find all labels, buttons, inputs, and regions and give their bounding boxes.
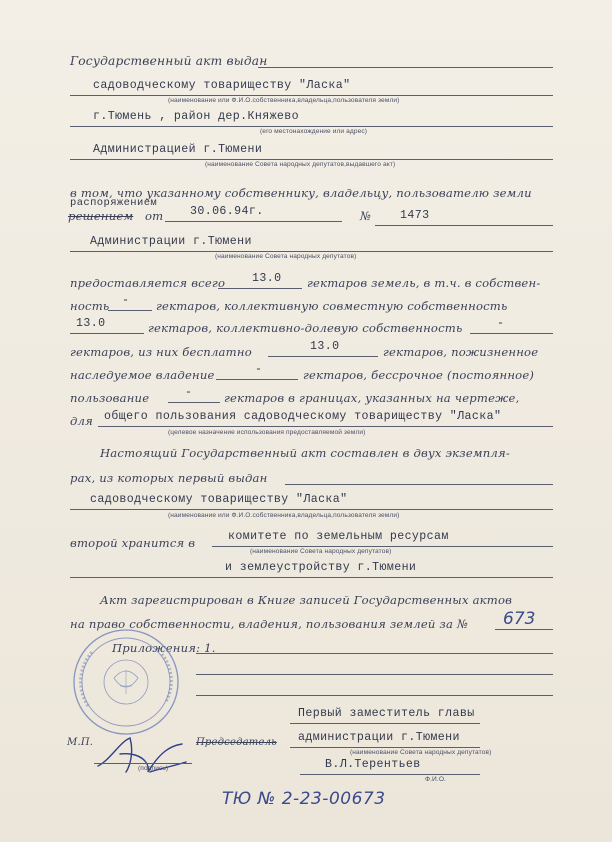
underline bbox=[70, 95, 553, 96]
underline bbox=[300, 774, 480, 775]
underline bbox=[98, 426, 553, 427]
underline bbox=[70, 577, 553, 578]
act-title: Государственный акт выдан bbox=[70, 54, 268, 68]
registration-number: 673 bbox=[503, 609, 536, 629]
underline bbox=[258, 67, 553, 68]
underline bbox=[196, 674, 553, 675]
registration-line-2: на право собственности, владения, пользования землей за № bbox=[70, 617, 469, 631]
underline bbox=[290, 723, 480, 724]
registry-number: ТЮ № 2-23-00673 bbox=[222, 789, 386, 809]
land-line-4b: гектаров, пожизненное bbox=[383, 345, 539, 359]
issuer-value: Администрацией г.Тюмени bbox=[93, 143, 263, 156]
land-line-6b: гектаров в границах, указанных на чертеже, bbox=[224, 391, 520, 405]
second-copy-to: комитете по земельным ресурсам bbox=[228, 530, 449, 543]
number-label: № bbox=[360, 209, 372, 223]
land-perm: - bbox=[185, 386, 193, 399]
land-line-6a: пользование bbox=[70, 391, 150, 405]
first-copy-to: садоводческому товариществу "Ласка" bbox=[90, 493, 348, 506]
underline bbox=[196, 653, 553, 654]
land-total: 13.0 bbox=[252, 272, 282, 285]
signer-position-2: администрации г.Тюмени bbox=[298, 731, 460, 744]
address-caption: (его местонахождение или адрес) bbox=[260, 128, 368, 135]
underline bbox=[196, 695, 553, 696]
decision-type-struck: решением bbox=[68, 209, 134, 223]
copies-line-1: Настоящий Государственный акт составлен в двух экземпля- bbox=[100, 446, 510, 460]
recipient-caption: (наименование или Ф.И.О.собственника,владельца,пользователя земли) bbox=[168, 97, 400, 104]
underline bbox=[70, 509, 553, 510]
chairman-struck: Председатель bbox=[196, 737, 277, 748]
purpose-caption: (целевое назначение использования предоставляемой земли) bbox=[168, 429, 366, 436]
land-line-2b: гектаров, коллективную совместную собственность bbox=[156, 299, 508, 313]
underline bbox=[216, 379, 298, 380]
official-seal-stamp bbox=[70, 626, 182, 738]
land-line-1a: предоставляется всего bbox=[70, 276, 226, 290]
land-line-5a: наследуемое владение bbox=[70, 368, 215, 382]
land-shared: - bbox=[497, 317, 505, 330]
issuer-caption: (наименование Совета народных депутатов,выдавшего акт) bbox=[205, 161, 396, 168]
signer-name: В.Л.Терентьев bbox=[325, 758, 421, 771]
authority-caption: (наименование Совета народных депутатов) bbox=[215, 253, 357, 260]
underline bbox=[70, 159, 553, 160]
underline bbox=[375, 225, 553, 226]
underline bbox=[470, 333, 553, 334]
underline bbox=[285, 484, 553, 485]
underline bbox=[212, 546, 553, 547]
signature-caption: (подпись) bbox=[138, 765, 169, 772]
underline bbox=[165, 221, 342, 222]
land-line-1b: гектаров земель, в т.ч. в собствен- bbox=[307, 276, 541, 290]
land-line-5b: гектаров, бессрочное (постоянное) bbox=[303, 368, 535, 382]
underline bbox=[70, 333, 144, 334]
signature-line bbox=[94, 763, 192, 764]
signer-position-1: Первый заместитель главы bbox=[298, 707, 475, 720]
decision-date: 30.06.94г. bbox=[190, 205, 264, 218]
underline bbox=[218, 288, 302, 289]
land-joint: 13.0 bbox=[76, 317, 106, 330]
registration-line-1: Акт зарегистрирован в Книге записей Государственных актов bbox=[100, 593, 513, 607]
address-value: г.Тюмень , район дер.Княжево bbox=[93, 110, 300, 123]
underline bbox=[70, 126, 553, 127]
underline bbox=[168, 402, 220, 403]
underline bbox=[268, 356, 378, 357]
underline bbox=[290, 747, 480, 748]
land-own: - bbox=[122, 294, 130, 307]
underline bbox=[70, 251, 553, 252]
underline bbox=[495, 629, 553, 630]
decision-text: в том, что указанному собственнику, владельцу, пользователю земли bbox=[70, 186, 532, 200]
seal-place-label: М.П. bbox=[67, 737, 94, 748]
decision-type-typed: распоряжением bbox=[70, 197, 158, 209]
land-line-2a: ность bbox=[70, 299, 110, 313]
recipient-value: садоводческому товариществу "Ласка" bbox=[93, 79, 351, 92]
land-line-4a: гектаров, из них бесплатно bbox=[70, 345, 252, 359]
decision-number: 1473 bbox=[400, 209, 430, 222]
decision-authority: Администрации г.Тюмени bbox=[90, 235, 252, 248]
second-copy-to-2: и землеустройству г.Тюмени bbox=[225, 561, 417, 574]
attachments-label: Приложения: 1. bbox=[112, 641, 216, 655]
land-line-3b: гектаров, коллективно-долевую собственность bbox=[148, 321, 463, 335]
underline bbox=[108, 310, 152, 311]
land-free: 13.0 bbox=[310, 340, 340, 353]
second-copy-caption: (наименование Совета народных депутатов) bbox=[250, 548, 392, 555]
signer-position-caption: (наименование Совета народных депутатов) bbox=[350, 749, 492, 756]
from-label: от bbox=[145, 209, 164, 223]
copies-line-2: рах, из которых первый выдан bbox=[70, 471, 268, 485]
second-copy-label: второй хранится в bbox=[70, 536, 196, 550]
land-purpose: общего пользования садоводческому товариществу "Ласка" bbox=[104, 410, 502, 423]
land-line-7a: для bbox=[70, 414, 94, 428]
land-inherit: - bbox=[255, 363, 263, 376]
first-copy-caption: (наименование или Ф.И.О.собственника,владельца,пользователя земли) bbox=[168, 512, 400, 519]
name-caption: Ф.И.О. bbox=[425, 776, 446, 783]
